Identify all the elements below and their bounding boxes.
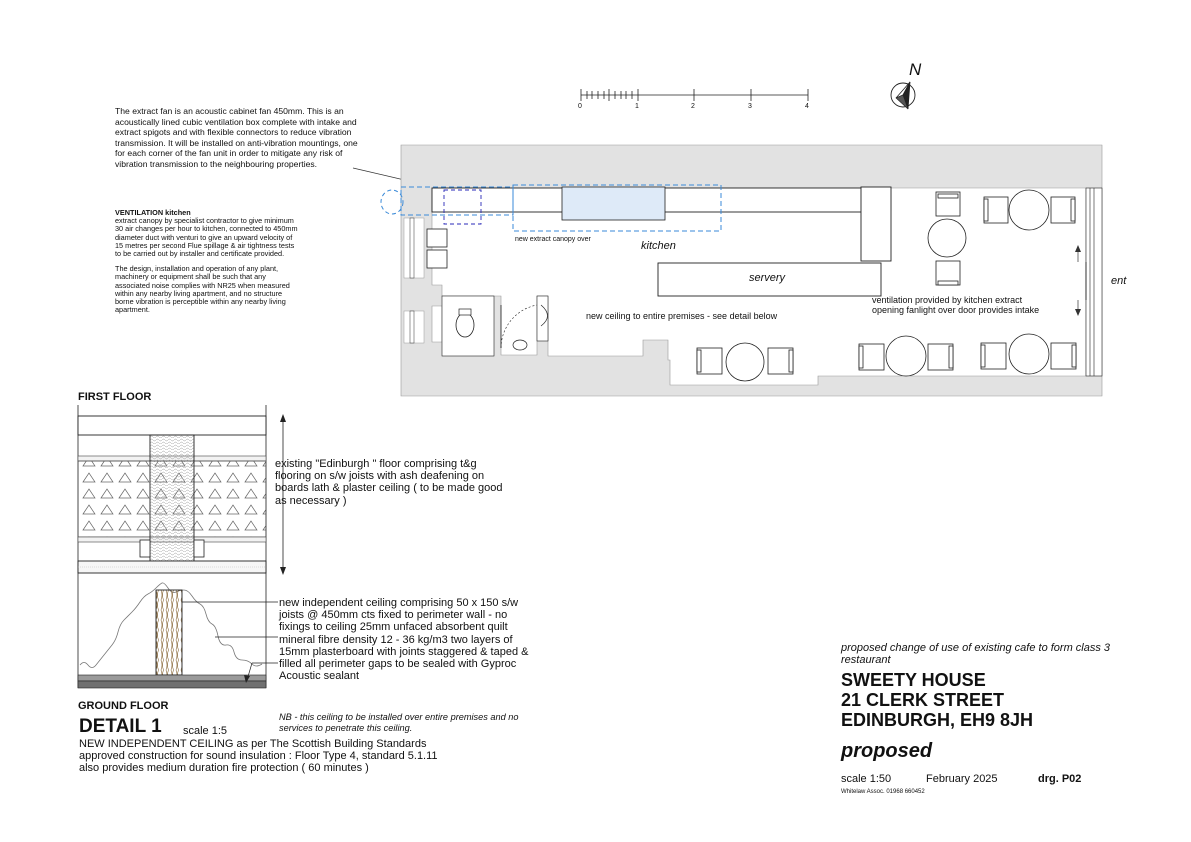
scale-tick-1: 1 bbox=[635, 103, 639, 110]
entrance-label: ent bbox=[1111, 275, 1127, 287]
existing-floor-note: existing "Edinburgh " floor comprising t&g flooring on s/w joists with ash deafening on boards lath & plaster ceiling ( to be made good as necessary ) bbox=[275, 458, 503, 507]
servery-label: servery bbox=[749, 272, 786, 284]
canopy-label: new extract canopy over bbox=[515, 236, 591, 243]
detail-scale: scale 1:5 bbox=[183, 725, 228, 737]
new-ceiling-note: new independent ceiling comprising 50 x 150 s/w joists @ 450mm cts fixed to perimeter wall - no fixings to ceiling 25mm unfaced absorbent quilt mineral fibre density 12 - 36 kg/m3 two layers of 15mm plasterboard with joints staggered & taped & filled all perimeter gaps to be sealed with Gyproc Acoustic sealant bbox=[279, 597, 529, 683]
fan-note: The extract fan is an acoustic cabinet fan 450mm. This is an acoustically lined cubic ventilation box complete with intake and extract spigots and with flexible connectors to reduce vibration transmission. It will be installed on anti-vibration mountings, one for each corner of the fan unit in order to mitigate any risk of vibration transmission to the neighbouring properties. bbox=[115, 106, 358, 169]
project-purpose: proposed change of use of existing cafe to form class 3 restaurant bbox=[841, 642, 1111, 666]
drawing-scale: scale 1:50 bbox=[841, 773, 892, 785]
first-floor-label: FIRST FLOOR bbox=[78, 391, 152, 403]
ventilation-title: VENTILATION kitchen bbox=[115, 208, 191, 217]
north-arrow-icon bbox=[891, 82, 915, 109]
project-city: EDINBURGH, EH9 8JH bbox=[841, 710, 1034, 730]
drawing-date: February 2025 bbox=[926, 773, 998, 785]
scale-tick-2: 2 bbox=[691, 103, 695, 110]
drawing-status: proposed bbox=[841, 740, 933, 762]
scale-tick-4: 4 bbox=[805, 103, 809, 110]
detail-title: DETAIL 1 bbox=[79, 716, 162, 737]
drawing-number: drg. P02 bbox=[1038, 773, 1082, 785]
floor-plan bbox=[381, 145, 1102, 396]
project-address bbox=[841, 670, 1033, 730]
section-detail bbox=[78, 405, 286, 688]
vent-label-1: ventilation provided by kitchen extract bbox=[872, 295, 1023, 305]
kitchen-label: kitchen bbox=[641, 240, 676, 252]
scale-tick-0: 0 bbox=[578, 103, 582, 110]
project-street: 21 CLERK STREET bbox=[841, 690, 1005, 710]
firm-credit: Whitelaw Assoc. 01968 660452 bbox=[841, 789, 925, 795]
ceiling-label: new ceiling to entire premises - see detail below bbox=[586, 311, 778, 321]
scale-bar bbox=[581, 89, 808, 101]
nb-note: NB - this ceiling to be installed over entire premises and no services to penetrate this ceiling. bbox=[279, 712, 519, 733]
scale-tick-3: 3 bbox=[748, 103, 752, 110]
project-name: SWEETY HOUSE bbox=[841, 670, 986, 690]
ventilation-notes bbox=[115, 209, 300, 321]
detail-description: NEW INDEPENDENT CEILING as per The Scottish Building Standards approved construction for sound insulation : Floor Type 4, standard 5.1.11 also provides medium duration fire protection ( 60 minutes ) bbox=[79, 738, 438, 774]
vent-label-2: opening fanlight over door provides intake bbox=[872, 305, 1040, 315]
ventilation-body: extract canopy by specialist contractor to give minimum 30 air changes per hour to kitchen, connected to 450mm diameter duct with venturi to give an upward velocity of 15 metres per second Flue spillage & air tightness tests to be carried out by installer and certificate provided. bbox=[115, 216, 298, 259]
noise-note: The design, installation and operation of any plant, machinery or equipment shall be such that any associated noise complies with NR25 when measured within any nearby living apartment, and no structure borne vibration is perceptible within any nearby living apartment. bbox=[115, 264, 290, 315]
north-label: N bbox=[909, 60, 922, 79]
ground-floor-label: GROUND FLOOR bbox=[78, 700, 169, 712]
